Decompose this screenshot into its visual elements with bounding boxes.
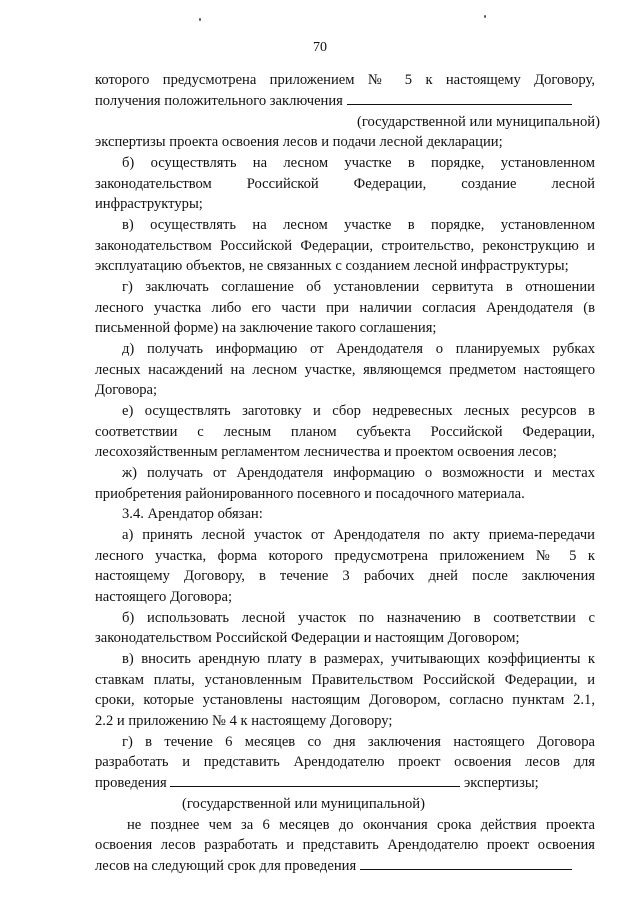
- list-item-g: г) заключать соглашение об установлении сервитута в отношении: [122, 279, 595, 295]
- text-line: разработать и представить Арендодателю проект освоения лесов для: [95, 754, 595, 770]
- text-line: [95, 91, 595, 111]
- text-line: которого предусмотрена приложением № 5 к настоящему Договору,: [95, 72, 595, 88]
- text-line: настоящего Договора;: [95, 589, 233, 605]
- scan-speck: [199, 18, 201, 21]
- obligation-item-b: б) использовать лесной участок по назначению в соответствии с: [122, 610, 595, 626]
- list-item-zh: ж) получать от Арендодателя информацию о возможности и местах: [122, 465, 595, 481]
- text-fragment: получения положительного заключения: [95, 93, 343, 109]
- text-line: сроки, которые установлены настоящим Договором, согласно пунктам 2.1,: [95, 692, 595, 708]
- list-item-v: в) осуществлять на лесном участке в порядке, установленном: [122, 217, 595, 233]
- fill-in-blank: [170, 774, 460, 787]
- fill-in-blank: [347, 92, 572, 105]
- text-line: письменной форме) на заключение такого соглашения;: [95, 320, 437, 336]
- obligation-item-g: г) в течение 6 месяцев со дня заключения настоящего Договора: [122, 734, 595, 750]
- obligation-item-v: в) вносить арендную плату в размерах, учитывающих коэффициенты к: [122, 651, 595, 667]
- blank-caption: (государственной или муниципальной): [357, 114, 600, 130]
- text-line: лесного участка либо его части при наличии согласия Арендодателя (в: [95, 300, 595, 316]
- text-line: соответствии с лесным планом субъекта Российской Федерации,: [95, 424, 595, 440]
- text-line: Договора;: [95, 382, 158, 398]
- text-line: лесохозяйственным регламентом лесничества и проектом освоения лесов;: [95, 444, 557, 460]
- text-line: приобретения районированного посевного и посадочного материала.: [95, 486, 525, 502]
- scan-speck: [484, 15, 486, 18]
- text-line: 2.2 и приложению № 4 к настоящему Договору;: [95, 713, 393, 729]
- text-fragment: проведения: [95, 775, 167, 791]
- text-line: законодательством Российской Федерации, создание лесной: [95, 176, 595, 192]
- obligation-item-a: а) принять лесной участок от Арендодателя по акту приема-передачи: [122, 527, 595, 543]
- text-line: [95, 856, 595, 876]
- section-heading: 3.4. Арендатор обязан:: [122, 506, 263, 522]
- fill-in-blank: [360, 857, 572, 870]
- text-line: освоения лесов разработать и представить Арендодателю проект освоения: [95, 837, 595, 853]
- blank-caption: (государственной или муниципальной): [182, 796, 425, 812]
- text-line: ставкам платы, установленным Правительством Российской Федерации, и: [95, 672, 595, 688]
- text-line: [95, 773, 595, 793]
- list-item-e: е) осуществлять заготовку и сбор недревесных лесных ресурсов в: [122, 403, 595, 419]
- text-line: настоящему Договору, в течение 3 рабочих дней после заключения: [95, 568, 595, 584]
- text-line: экспертизы проекта освоения лесов и подачи лесной декларации;: [95, 134, 503, 150]
- text-line: инфраструктуры;: [95, 196, 203, 212]
- text-line: не позднее чем за 6 месяцев до окончания срока действия проекта: [127, 817, 595, 833]
- list-item-d: д) получать информацию от Арендодателя о планируемых рубках: [122, 341, 595, 357]
- page-number: 70: [313, 40, 327, 55]
- list-item-b: б) осуществлять на лесном участке в порядке, установленном: [122, 155, 595, 171]
- text-line: законодательством Российской Федерации, строительство, реконструкцию и: [95, 238, 595, 254]
- text-line: лесных насаждений на лесном участке, являющемся предметом настоящего: [95, 362, 595, 378]
- text-line: эксплуатацию объектов, не связанных с созданием лесной инфраструктуры;: [95, 258, 569, 274]
- text-fragment: лесов на следующий срок для проведения: [95, 858, 357, 874]
- text-line: лесного участка, форма которого предусмотрена приложением № 5 к: [95, 548, 595, 564]
- text-fragment: экспертизы;: [464, 775, 539, 791]
- text-line: законодательством Российской Федерации и настоящим Договором;: [95, 630, 520, 646]
